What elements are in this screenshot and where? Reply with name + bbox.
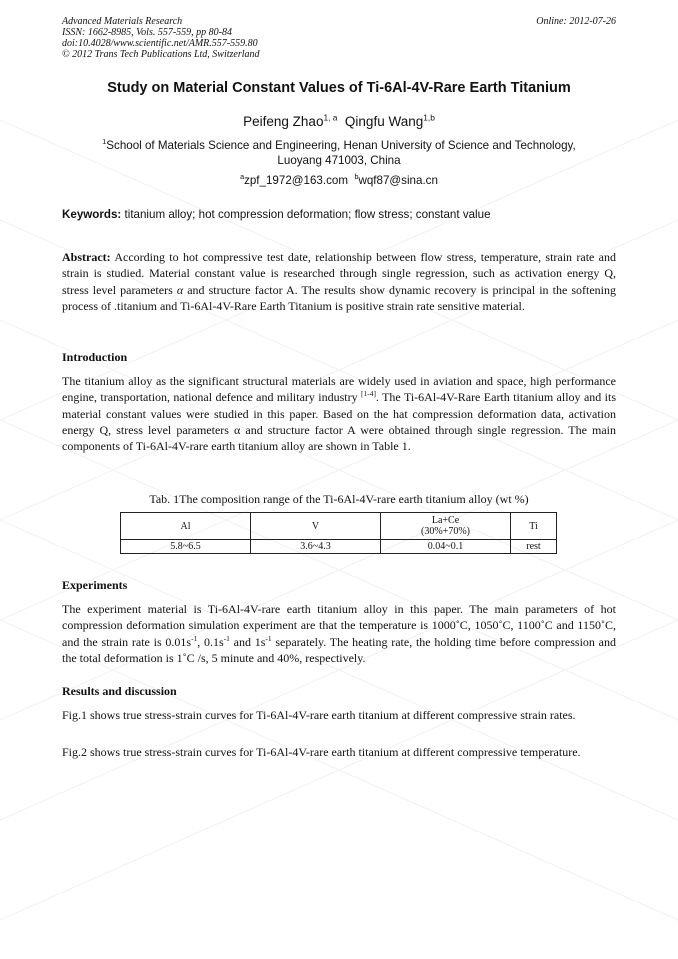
email-address: zpf_1972@163.com	[244, 174, 349, 187]
author-affiliation-mark: 1,b	[423, 112, 435, 123]
citation-ref: [1-4]	[361, 389, 376, 399]
results-paragraph: Fig.2 shows true stress-strain curves for Ti-6Al-4V-rare earth titanium at different compressive temperature.	[62, 745, 581, 759]
affiliation	[62, 138, 616, 168]
table-header-cell: Ti	[511, 513, 557, 540]
issn-line: ISSN: 1662-8985, Vols. 557-559, pp 80-84	[62, 27, 232, 38]
table-header-cell	[381, 513, 511, 540]
author-name: Peifeng Zhao	[243, 114, 324, 129]
exponent: -1	[223, 633, 230, 643]
email-address: wqf87@sina.cn	[358, 174, 438, 187]
table-cell: 0.04~0.1	[381, 540, 511, 554]
table-row	[121, 540, 557, 554]
exponent: -1	[191, 633, 198, 643]
keywords-text: titanium alloy; hot compression deformation; flow stress; constant value	[124, 208, 491, 221]
section-heading-introduction: Introduction	[62, 350, 128, 364]
abstract-text: According to hot compressive test date, relationship between flow stress, temperature, strain rate and strain is studied. Material constant value is researched through single regression, such as activation energy Q, stress level parameters	[62, 250, 617, 297]
table-caption: Tab. 1The composition range of the Ti-6Al-4V-rare earth titanium alloy (wt %)	[149, 492, 529, 506]
introduction-paragraph	[62, 373, 616, 454]
table-cell: rest	[511, 540, 557, 554]
experiments-paragraph	[62, 601, 616, 666]
email-list	[62, 174, 616, 187]
affiliation-mark: 1	[102, 137, 107, 147]
experiments-text: The experiment material is Ti-6Al-4V-rare earth titanium alloy in this paper. The main parameters of hot compression deformation simulation experiment are that the temperature is 1000˚C, 1050˚C, 1100˚C and 1150˚C, and the strain rate is 0.01s	[62, 602, 616, 649]
exponent: -1	[265, 633, 272, 643]
composition-table	[120, 512, 557, 554]
results-paragraph: Fig.1 shows true stress-strain curves for Ti-6Al-4V-rare earth titanium at different compressive strain rates.	[62, 708, 576, 722]
online-date: Online: 2012-07-26	[536, 16, 616, 27]
email-mark: a	[240, 172, 245, 182]
author-name: Qingfu Wang	[344, 114, 424, 129]
paper-title: Study on Material Constant Values of Ti-6Al-4V-Rare Earth Titanium	[107, 80, 571, 96]
affiliation-line: School of Materials Science and Engineering, Henan University of Science and Technology,	[106, 139, 576, 152]
introduction-text: . The Ti-6Al-4V-Rare Earth titanium alloy and its material constant values were studied in this paper. Based on the hat compression deformation data, activation energy Q, stress level parameters α and structure factor A were obtained through single regression. The main components of Ti-6Al-4V-rare earth titanium alloy are shown in Table 1.	[62, 390, 617, 454]
table-cell: 3.6~4.3	[251, 540, 381, 554]
table-header-cell: Al	[121, 513, 251, 540]
introduction-text: The titanium alloy as the significant structural materials are widely used in aviation and space, high performance engine, transportation, national defence and military industry	[62, 374, 616, 405]
email-mark: b	[354, 172, 359, 182]
header-sub: (30%+70%)	[421, 526, 470, 537]
author-affiliation-mark: 1, a	[323, 112, 338, 123]
experiments-text: , 0.1s	[197, 634, 224, 649]
copyright-line: © 2012 Trans Tech Publications Ltd, Switzerland	[62, 49, 260, 60]
keywords-label: Keywords:	[62, 208, 122, 221]
author-list	[62, 114, 616, 129]
alpha-symbol: α	[176, 282, 184, 297]
experiments-text: separately. The heating rate, the holding time before compression and the total deformation is 1˚C /s, 5 minute and 40%, respectively.	[62, 634, 616, 665]
abstract-label: Abstract:	[62, 250, 111, 264]
affiliation-line: Luoyang 471003, China	[277, 154, 401, 167]
experiments-text: and 1s	[229, 634, 266, 649]
journal-name: Advanced Materials Research	[62, 16, 183, 27]
journal-header	[62, 16, 260, 60]
abstract-text: and structure factor A. The results show dynamic recovery is principal in the softening process of .titanium and Ti-6Al-4V-Rare Earth Titanium is positive strain rate sensitive material.	[62, 282, 616, 313]
section-heading-experiments: Experiments	[62, 578, 128, 592]
table-row	[121, 513, 557, 540]
doi-line: doi:10.4028/www.scientific.net/AMR.557-559.80	[62, 38, 258, 49]
header-main: La+Ce	[431, 515, 460, 526]
section-heading-results: Results and discussion	[62, 684, 177, 698]
abstract	[62, 249, 616, 314]
table-header-cell: V	[251, 513, 381, 540]
table-cell: 5.8~6.5	[121, 540, 251, 554]
keywords	[62, 208, 616, 221]
